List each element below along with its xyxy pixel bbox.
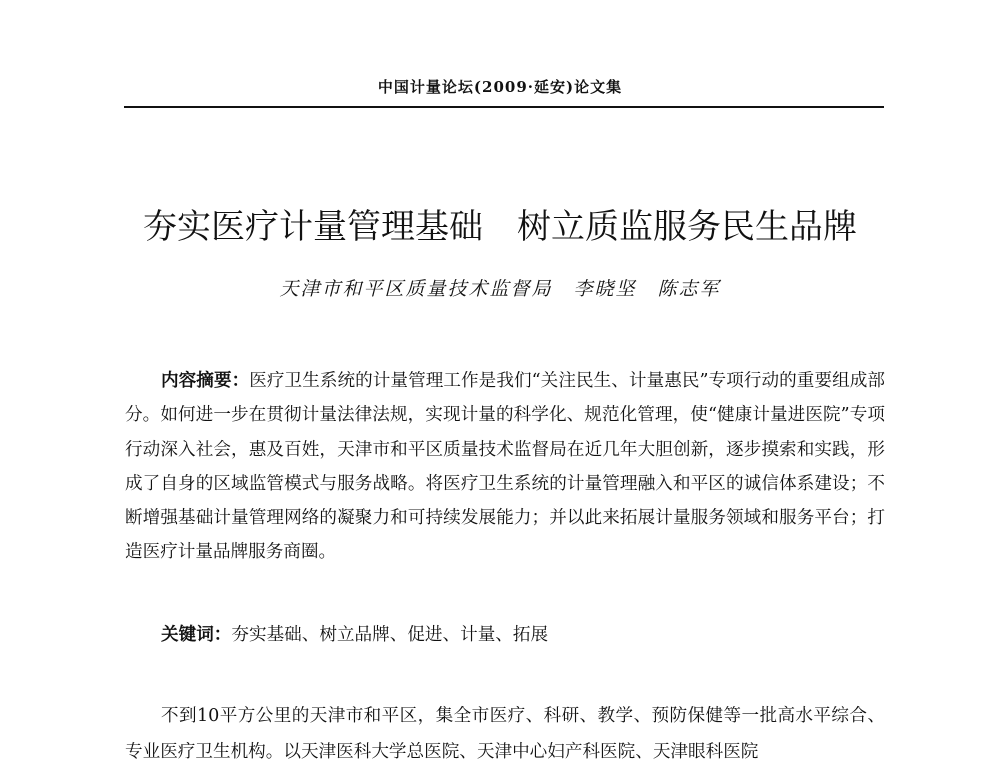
keywords-label: 关键词： bbox=[161, 624, 232, 645]
abstract-text: 医疗卫生系统的计量管理工作是我们“关注民生、计量惠民”专项行动的重要组成部分。如何进一步在贯彻计量法律法规，实现计量的科学化、规范化管理，使“健康计量进医院”专项行动深入社会，惠及百姓，天津市和平区质量技术监督局在近几年大胆创新，逐步摸索和实践，形成了自身的区域监管模式与服务战略。将医疗卫生系统的计量管理融入和平区的诚信体系建设；不断增强基础计量管理网络的凝聚力和可持续发展能力；并以此来拓展计量服务领域和服务平台；打造医疗计量品牌服务商圈。 bbox=[125, 371, 885, 563]
abstract-label: 内容摘要： bbox=[161, 370, 250, 391]
keywords-text: 夯实基础、树立品牌、促进、计量、拓展 bbox=[231, 625, 549, 645]
paper-title: 夯实医疗计量管理基础 树立质监服务民生品牌 bbox=[143, 207, 857, 247]
author-byline: 天津市和平区质量技术监督局 李晓坚 陈志军 bbox=[279, 278, 721, 300]
body-paragraph: 不到10平方公里的天津市和平区，集全市医疗、科研、教学、预防保健等一批高水平综合、专业医疗卫生机构。以天津医科大学总医院、天津中心妇产科医院、天津眼科医院 bbox=[125, 706, 885, 762]
keywords bbox=[161, 618, 885, 652]
running-header: 中国计量论坛(2009·延安)论文集 bbox=[377, 78, 623, 96]
header-rule bbox=[124, 106, 884, 108]
abstract bbox=[125, 364, 885, 570]
